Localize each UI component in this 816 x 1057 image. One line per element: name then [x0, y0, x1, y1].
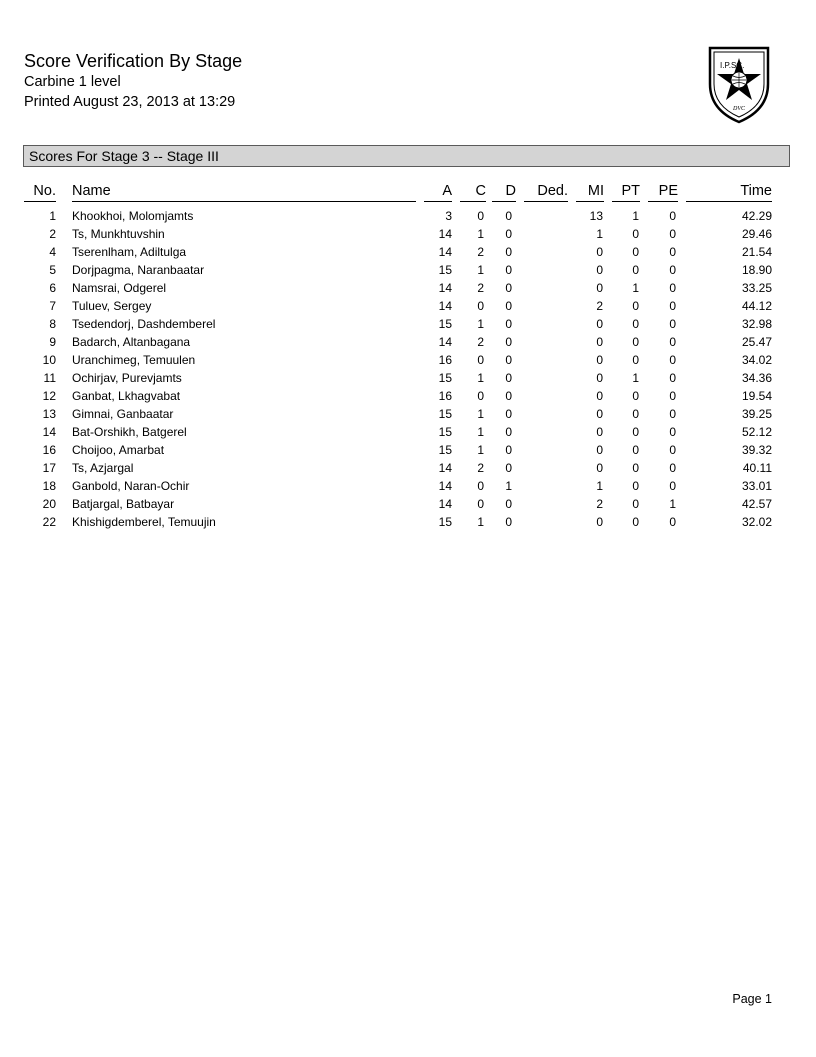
logo-text: I.P.SC.: [720, 61, 745, 70]
col-header-pt: PT: [612, 180, 640, 202]
cell-d: 0: [505, 299, 512, 313]
col-header-ded: Ded.: [524, 180, 568, 202]
cell-time: 25.47: [741, 335, 772, 349]
cell-no: 6: [49, 281, 56, 295]
table-row: [24, 297, 774, 315]
cell-name: Tuluev, Sergey: [72, 299, 152, 313]
table-row: [24, 315, 774, 333]
col-header-no: No.: [24, 180, 56, 202]
cell-pe: 0: [669, 479, 676, 493]
cell-d: 0: [505, 317, 512, 331]
cell-a: 14: [438, 479, 452, 493]
stage-title-bar: Scores For Stage 3 -- Stage III: [23, 145, 790, 167]
cell-mi: 1: [596, 479, 603, 493]
table-row: [24, 207, 774, 225]
cell-a: 15: [438, 317, 452, 331]
cell-d: 0: [505, 245, 512, 259]
cell-c: 1: [477, 227, 484, 241]
cell-mi: 0: [596, 353, 603, 367]
cell-mi: 0: [596, 461, 603, 475]
cell-c: 0: [477, 479, 484, 493]
cell-c: 0: [477, 353, 484, 367]
cell-name: Ts, Munkhtuvshin: [72, 227, 165, 241]
cell-pe: 0: [669, 317, 676, 331]
cell-no: 5: [49, 263, 56, 277]
cell-no: 17: [42, 461, 56, 475]
cell-no: 1: [49, 209, 56, 223]
cell-d: 0: [505, 461, 512, 475]
report-title: Score Verification By Stage: [24, 51, 243, 71]
cell-time: 32.02: [741, 515, 772, 529]
cell-a: 14: [438, 245, 452, 259]
cell-time: 18.90: [741, 263, 772, 277]
cell-mi: 1: [596, 227, 603, 241]
cell-d: 0: [505, 353, 512, 367]
cell-d: 0: [505, 227, 512, 241]
cell-time: 19.54: [741, 389, 772, 403]
cell-d: 0: [505, 443, 512, 457]
cell-pe: 0: [669, 227, 676, 241]
cell-pt: 0: [632, 335, 639, 349]
col-header-c: C: [460, 180, 486, 202]
cell-c: 2: [477, 281, 484, 295]
cell-a: 16: [438, 353, 452, 367]
cell-mi: 0: [596, 407, 603, 421]
cell-mi: 2: [596, 497, 603, 511]
cell-pe: 1: [669, 497, 676, 511]
cell-time: 33.01: [741, 479, 772, 493]
cell-time: 21.54: [741, 245, 772, 259]
cell-name: Ganbat, Lkhagvabat: [72, 389, 181, 403]
cell-mi: 0: [596, 281, 603, 295]
cell-a: 14: [438, 299, 452, 313]
cell-c: 1: [477, 317, 484, 331]
cell-a: 15: [438, 263, 452, 277]
cell-pt: 0: [632, 443, 639, 457]
ipsc-logo: [706, 44, 772, 124]
cell-pe: 0: [669, 425, 676, 439]
cell-pe: 0: [669, 209, 676, 223]
cell-name: Uranchimeg, Temuulen: [72, 353, 196, 367]
cell-a: 15: [438, 515, 452, 529]
table-row: [24, 261, 774, 279]
cell-name: Dorjpagma, Naranbaatar: [72, 263, 205, 277]
table-row: [24, 513, 774, 531]
cell-name: Choijoo, Amarbat: [72, 443, 165, 457]
cell-d: 0: [505, 497, 512, 511]
cell-c: 2: [477, 461, 484, 475]
cell-no: 4: [49, 245, 56, 259]
cell-pe: 0: [669, 245, 676, 259]
table-row: [24, 495, 774, 513]
cell-pt: 0: [632, 353, 639, 367]
cell-c: 0: [477, 389, 484, 403]
cell-d: 0: [505, 389, 512, 403]
cell-a: 14: [438, 461, 452, 475]
table-row: [24, 441, 774, 459]
col-header-time: Time: [686, 180, 772, 202]
cell-d: 0: [505, 281, 512, 295]
cell-no: 14: [42, 425, 56, 439]
col-header-name: Name: [72, 180, 416, 202]
cell-mi: 0: [596, 317, 603, 331]
division-label: Carbine 1 level: [24, 74, 121, 90]
report-header: [24, 50, 242, 112]
cell-mi: 0: [596, 371, 603, 385]
table-row: [24, 369, 774, 387]
cell-time: 32.98: [741, 317, 772, 331]
cell-pe: 0: [669, 515, 676, 529]
cell-name: Ganbold, Naran-Ochir: [72, 479, 190, 493]
cell-time: 52.12: [741, 425, 772, 439]
cell-pe: 0: [669, 281, 676, 295]
cell-mi: 13: [589, 209, 603, 223]
col-header-a: A: [424, 180, 452, 202]
cell-time: 39.32: [741, 443, 772, 457]
cell-mi: 2: [596, 299, 603, 313]
cell-no: 9: [49, 335, 56, 349]
cell-name: Tsedendorj, Dashdemberel: [72, 317, 216, 331]
cell-d: 0: [505, 425, 512, 439]
table-row: [24, 459, 774, 477]
cell-a: 3: [445, 209, 452, 223]
cell-name: Batjargal, Batbayar: [72, 497, 175, 511]
cell-pt: 0: [632, 263, 639, 277]
cell-time: 34.36: [741, 371, 772, 385]
cell-pe: 0: [669, 353, 676, 367]
col-header-d: D: [492, 180, 516, 202]
cell-time: 33.25: [741, 281, 772, 295]
cell-c: 0: [477, 497, 484, 511]
cell-a: 15: [438, 443, 452, 457]
cell-time: 42.57: [741, 497, 772, 511]
cell-d: 1: [505, 479, 512, 493]
cell-name: Ochirjav, Purevjamts: [72, 371, 182, 385]
cell-mi: 0: [596, 389, 603, 403]
cell-mi: 0: [596, 335, 603, 349]
cell-name: Tserenlham, Adiltulga: [72, 245, 187, 259]
cell-no: 18: [42, 479, 56, 493]
cell-no: 2: [49, 227, 56, 241]
col-header-mi: MI: [576, 180, 604, 202]
cell-pe: 0: [669, 335, 676, 349]
cell-time: 40.11: [742, 461, 772, 475]
cell-c: 1: [477, 515, 484, 529]
cell-time: 44.12: [741, 299, 772, 313]
cell-name: Namsrai, Odgerel: [72, 281, 167, 295]
cell-pt: 0: [632, 317, 639, 331]
table-row: [24, 387, 774, 405]
table-row: [24, 333, 774, 351]
cell-pt: 0: [632, 425, 639, 439]
cell-c: 1: [477, 371, 484, 385]
cell-mi: 0: [596, 425, 603, 439]
cell-pt: 0: [632, 461, 639, 475]
cell-no: 10: [42, 353, 56, 367]
cell-pt: 0: [632, 299, 639, 313]
cell-no: 8: [49, 317, 56, 331]
cell-no: 13: [42, 407, 56, 421]
cell-pe: 0: [669, 443, 676, 457]
cell-name: Khookhoi, Molomjamts: [72, 209, 194, 223]
cell-d: 0: [505, 407, 512, 421]
cell-a: 14: [438, 497, 452, 511]
cell-c: 2: [477, 245, 484, 259]
logo-motto: DVC: [733, 106, 745, 112]
cell-pt: 0: [632, 497, 639, 511]
cell-no: 20: [42, 497, 56, 511]
table-row: [24, 351, 774, 369]
cell-a: 14: [438, 335, 452, 349]
table-row: [24, 225, 774, 243]
col-header-pe: PE: [648, 180, 678, 202]
cell-a: 14: [438, 227, 452, 241]
cell-pt: 0: [632, 515, 639, 529]
table-row: [24, 279, 774, 297]
cell-name: Khishigdemberel, Temuujin: [72, 515, 216, 529]
cell-c: 1: [477, 443, 484, 457]
cell-time: 34.02: [741, 353, 772, 367]
cell-c: 2: [477, 335, 484, 349]
printed-timestamp: Printed August 23, 2013 at 13:29: [24, 94, 236, 110]
cell-c: 1: [477, 425, 484, 439]
cell-d: 0: [505, 371, 512, 385]
cell-d: 0: [505, 263, 512, 277]
cell-no: 16: [42, 443, 56, 457]
cell-a: 15: [438, 407, 452, 421]
cell-time: 42.29: [741, 209, 772, 223]
cell-c: 0: [477, 299, 484, 313]
cell-pt: 0: [632, 245, 639, 259]
cell-pt: 0: [632, 227, 639, 241]
cell-pe: 0: [669, 389, 676, 403]
cell-time: 39.25: [741, 407, 772, 421]
cell-d: 0: [505, 209, 512, 223]
table-row: [24, 423, 774, 441]
cell-name: Ts, Azjargal: [72, 461, 134, 475]
table-row: [24, 243, 774, 261]
cell-mi: 0: [596, 263, 603, 277]
cell-a: 16: [438, 389, 452, 403]
cell-a: 15: [438, 371, 452, 385]
cell-d: 0: [505, 335, 512, 349]
cell-pt: 0: [632, 389, 639, 403]
cell-c: 0: [477, 209, 484, 223]
cell-name: Gimnai, Ganbaatar: [72, 407, 174, 421]
cell-no: 22: [42, 515, 56, 529]
table-row: [24, 477, 774, 495]
cell-pe: 0: [669, 461, 676, 475]
cell-name: Bat-Orshikh, Batgerel: [72, 425, 187, 439]
cell-d: 0: [505, 515, 512, 529]
cell-name: Badarch, Altanbagana: [72, 335, 191, 349]
cell-a: 15: [438, 425, 452, 439]
cell-pt: 0: [632, 479, 639, 493]
cell-pt: 1: [632, 209, 639, 223]
cell-pt: 1: [632, 281, 639, 295]
cell-no: 7: [49, 299, 56, 313]
table-row: [24, 405, 774, 423]
cell-c: 1: [477, 263, 484, 277]
cell-pe: 0: [669, 263, 676, 277]
cell-a: 14: [438, 281, 452, 295]
cell-pt: 1: [632, 371, 639, 385]
cell-no: 11: [43, 371, 56, 385]
page-number: Page 1: [732, 992, 772, 1006]
cell-pe: 0: [669, 299, 676, 313]
cell-mi: 0: [596, 443, 603, 457]
cell-pe: 0: [669, 407, 676, 421]
cell-mi: 0: [596, 515, 603, 529]
cell-mi: 0: [596, 245, 603, 259]
cell-c: 1: [477, 407, 484, 421]
cell-pt: 0: [632, 407, 639, 421]
cell-no: 12: [42, 389, 56, 403]
cell-pe: 0: [669, 371, 676, 385]
cell-time: 29.46: [741, 227, 772, 241]
